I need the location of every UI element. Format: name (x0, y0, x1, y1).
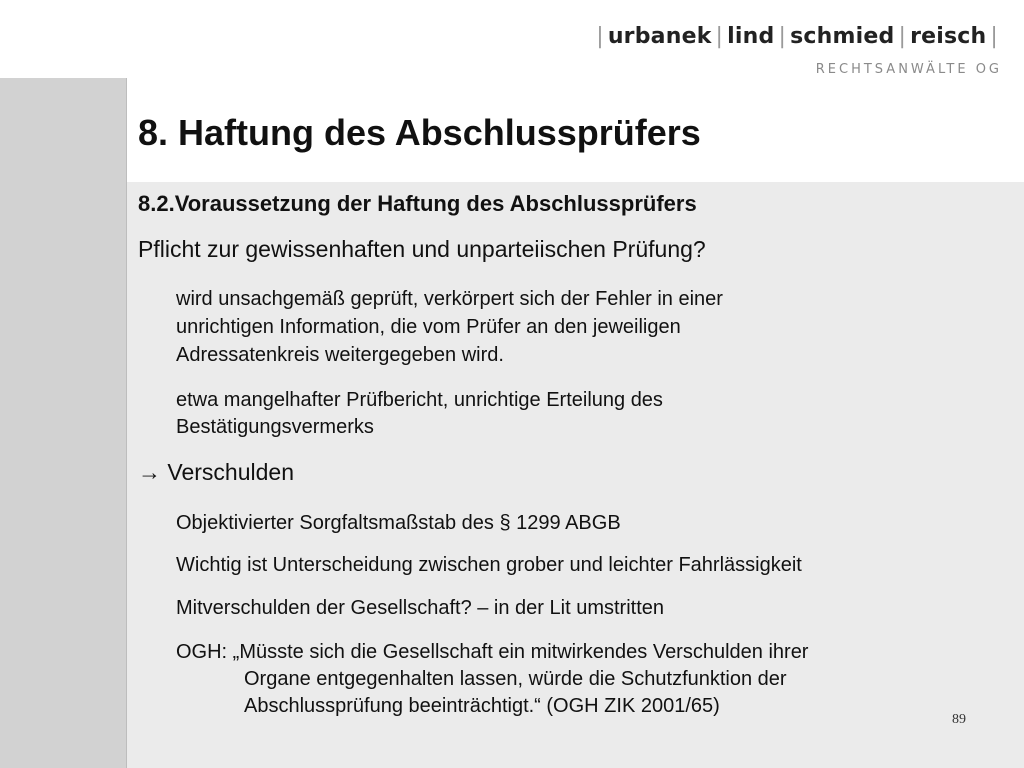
slide-title: 8. Haftung des Abschlussprüfers (138, 112, 701, 153)
point1-line1: wird unsachgemäß geprüft, verkörpert sich der Fehler in einer (176, 288, 723, 310)
logo-separator: | (778, 24, 787, 49)
logo-separator: | (715, 24, 724, 49)
logo-separator: | (898, 24, 907, 49)
verschulden-heading: → Verschulden (138, 459, 294, 485)
verschulden-item-2: Wichtig ist Unterscheidung zwischen grober und leichter Fahrlässigkeit (176, 554, 802, 576)
logo-name-lind: lind (727, 24, 775, 49)
firm-logo (592, 24, 1002, 49)
point1-line2: unrichtigen Information, die vom Prüfer an den jeweiligen (176, 316, 681, 338)
point2-line2: Bestätigungsvermerks (176, 416, 374, 438)
point1-line3: Adressatenkreis weitergegeben wird. (176, 344, 504, 366)
ogh-quote-line2: Organe entgegenhalten lassen, würde die Schutzfunktion der (244, 668, 787, 690)
section-subtitle: 8.2.Voraussetzung der Haftung des Abschlussprüfers (138, 191, 697, 216)
point2-line1: etwa mangelhafter Prüfbericht, unrichtige Erteilung des (176, 389, 663, 411)
logo-name-reisch: reisch (910, 24, 987, 49)
ogh-quote-line3: Abschlussprüfung beeinträchtigt.“ (OGH ZIK 2001/65) (244, 695, 720, 717)
logo-name-schmied: schmied (790, 24, 895, 49)
page-number: 89 (952, 712, 966, 727)
question-heading: Pflicht zur gewissenhaften und unparteiischen Prüfung? (138, 236, 706, 262)
logo-separator: | (990, 24, 998, 49)
logo-separator: | (596, 24, 604, 49)
logo-name-urbanek: urbanek (607, 24, 712, 49)
logo-subtitle: RECHTSANWÄLTE OG (815, 62, 1002, 77)
ogh-quote-line1: OGH: „Müsste sich die Gesellschaft ein mitwirkendes Verschulden ihrer (176, 641, 809, 663)
verschulden-item-1: Objektivierter Sorgfaltsmaßstab des § 1299 ABGB (176, 512, 621, 534)
left-sidebar-bar (0, 78, 127, 768)
verschulden-item-3: Mitverschulden der Gesellschaft? – in der Lit umstritten (176, 597, 664, 619)
